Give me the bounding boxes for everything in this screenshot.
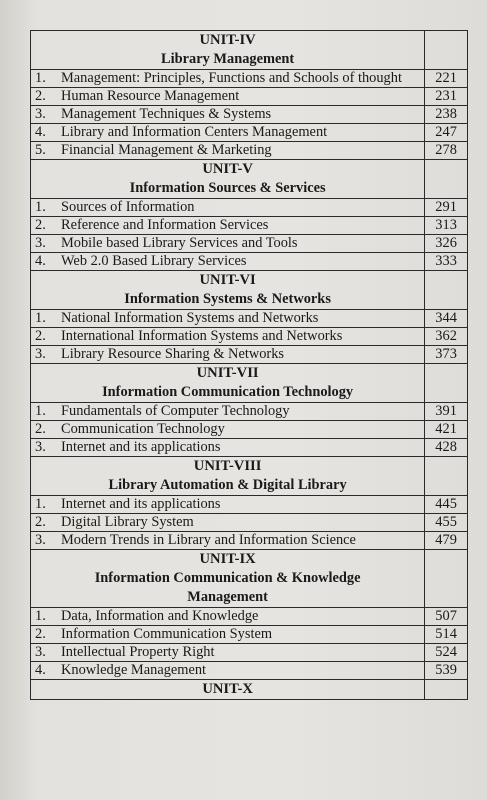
unit-title: Library Management (161, 51, 295, 67)
unit-number: UNIT-IX (199, 551, 256, 567)
page-number: 333 (435, 253, 457, 269)
entry-title: Modern Trends in Library and Information Science (61, 532, 356, 548)
entry-title: Mobile based Library Services and Tools (61, 235, 298, 251)
entry-title: Financial Management & Marketing (61, 142, 272, 158)
entry-line (31, 235, 424, 252)
toc-entry-row (31, 608, 468, 626)
page-cell-empty (425, 364, 468, 403)
entry-line (31, 439, 424, 456)
page-number-cell (425, 106, 468, 124)
page-number: 524 (435, 644, 457, 660)
page-number: 445 (435, 496, 457, 512)
toc-entry-row (31, 514, 468, 532)
entry-number: 1. (35, 496, 46, 512)
unit-title: Information Sources & Services (129, 180, 326, 196)
entry-title: Knowledge Management (61, 662, 207, 678)
unit-header-cell (31, 680, 425, 700)
page-number-cell (425, 421, 468, 439)
entry-cell (31, 142, 425, 160)
entry-cell (31, 496, 425, 514)
toc-entry-row (31, 328, 468, 346)
entry-title: Digital Library System (61, 514, 194, 530)
toc-entry-row (31, 124, 468, 142)
entry-line (31, 626, 424, 643)
page-number: 391 (435, 403, 457, 419)
entry-cell (31, 421, 425, 439)
page-number-cell (425, 310, 468, 328)
page-cell-empty (425, 160, 468, 199)
page-number-cell (425, 253, 468, 271)
toc-entry-row (31, 70, 468, 88)
entry-line (31, 124, 424, 141)
unit-number: UNIT-VII (196, 365, 259, 381)
unit-number: UNIT-VI (199, 272, 256, 288)
entry-cell (31, 106, 425, 124)
entry-title: Management Techniques & Systems (61, 106, 272, 122)
page-cell-empty (425, 31, 468, 70)
toc-entry-row (31, 532, 468, 550)
entry-title: Fundamentals of Computer Technology (61, 403, 290, 419)
toc-entry-row (31, 626, 468, 644)
entry-cell (31, 439, 425, 457)
entry-title: International Information Systems and Networks (61, 328, 343, 344)
entry-title: Human Resource Management (61, 88, 240, 104)
page-number: 362 (435, 328, 457, 344)
entry-number: 2. (35, 514, 46, 530)
page-number: 344 (435, 310, 457, 326)
entry-line (31, 514, 424, 531)
entry-number: 1. (35, 608, 46, 624)
page-number: 326 (435, 235, 457, 251)
unit-title: Information Communication Technology (102, 384, 354, 400)
entry-number: 2. (35, 421, 46, 437)
entry-title: Data, Information and Knowledge (61, 608, 259, 624)
toc-entry-row (31, 346, 468, 364)
unit-header-row (31, 457, 468, 496)
page-number: 291 (435, 199, 457, 215)
page-number: 539 (435, 662, 457, 678)
toc-entry-row (31, 235, 468, 253)
unit-header-cell (31, 271, 425, 310)
entry-line (31, 403, 424, 420)
entry-line (31, 88, 424, 105)
page-number: 507 (435, 608, 457, 624)
page-number: 428 (435, 439, 457, 455)
entry-cell (31, 346, 425, 364)
entry-cell (31, 70, 425, 88)
page-number: 231 (435, 88, 457, 104)
entry-cell (31, 88, 425, 106)
entry-title: Library and Information Centers Management (61, 124, 328, 140)
entry-cell (31, 532, 425, 550)
entry-line (31, 217, 424, 234)
page-number-cell (425, 403, 468, 421)
page-cell-empty (425, 271, 468, 310)
page-number-cell (425, 496, 468, 514)
page-number-cell (425, 235, 468, 253)
entry-line (31, 199, 424, 216)
entry-line (31, 142, 424, 159)
unit-title: Information Communication & Knowledge (94, 570, 361, 586)
page-number-cell (425, 328, 468, 346)
entry-line (31, 328, 424, 345)
unit-header-row (31, 271, 468, 310)
entry-number: 4. (35, 662, 46, 678)
entry-number: 3. (35, 439, 46, 455)
toc-entry-row (31, 496, 468, 514)
unit-header-row (31, 550, 468, 608)
entry-line (31, 310, 424, 327)
entry-line (31, 346, 424, 363)
entry-cell (31, 124, 425, 142)
toc-entry-row (31, 88, 468, 106)
unit-title: Library Automation & Digital Library (108, 477, 347, 493)
entry-line (31, 532, 424, 549)
page-number: 247 (435, 124, 457, 140)
page-number-cell (425, 608, 468, 626)
entry-cell (31, 310, 425, 328)
unit-header-cell (31, 550, 425, 608)
page-number-cell (425, 142, 468, 160)
entry-number: 3. (35, 532, 46, 548)
entry-title: Management: Principles, Functions and Schools of thought (61, 70, 402, 86)
page-number-cell (425, 532, 468, 550)
entry-title: Internet and its applications (61, 496, 221, 512)
entry-title: Internet and its applications (61, 439, 221, 455)
entry-cell (31, 626, 425, 644)
page-number: 514 (435, 626, 457, 642)
entry-title: Library Resource Sharing & Networks (61, 346, 284, 362)
entry-line (31, 106, 424, 123)
toc-entry-row (31, 199, 468, 217)
entry-cell (31, 608, 425, 626)
entry-number: 1. (35, 70, 46, 86)
unit-header-row (31, 31, 468, 70)
entry-line (31, 662, 424, 679)
unit-number: UNIT-VIII (193, 458, 262, 474)
page-number-cell (425, 124, 468, 142)
page-number-cell (425, 626, 468, 644)
entry-cell (31, 328, 425, 346)
unit-title: Management (187, 589, 268, 605)
entry-cell (31, 235, 425, 253)
unit-header-cell (31, 364, 425, 403)
page-number: 221 (435, 70, 457, 86)
entry-cell (31, 199, 425, 217)
unit-title: Information Systems & Networks (124, 291, 331, 307)
entry-number: 4. (35, 253, 46, 269)
page-cell-empty (425, 550, 468, 608)
unit-header-row (31, 680, 468, 700)
toc-entry-row (31, 403, 468, 421)
page-number: 421 (435, 421, 457, 437)
toc-entry-row (31, 439, 468, 457)
unit-number: UNIT-V (202, 161, 253, 177)
entry-title: Information Communication System (61, 626, 273, 642)
page-number-cell (425, 346, 468, 364)
entry-number: 2. (35, 626, 46, 642)
entry-cell (31, 217, 425, 235)
entry-number: 3. (35, 106, 46, 122)
unit-header-cell (31, 457, 425, 496)
page-number: 313 (435, 217, 457, 233)
entry-number: 4. (35, 124, 46, 140)
entry-number: 3. (35, 346, 46, 362)
page-number-cell (425, 662, 468, 680)
entry-number: 2. (35, 217, 46, 233)
entry-title: Intellectual Property Right (61, 644, 215, 660)
entry-cell (31, 253, 425, 271)
unit-header-cell (31, 160, 425, 199)
page-cell-empty (425, 680, 468, 700)
unit-header-cell (31, 31, 425, 70)
page-number-cell (425, 88, 468, 106)
page-number-cell (425, 199, 468, 217)
entry-title: Communication Technology (61, 421, 225, 437)
page-number: 278 (435, 142, 457, 158)
toc-entry-row (31, 421, 468, 439)
page-number: 455 (435, 514, 457, 530)
entry-number: 1. (35, 310, 46, 326)
entry-number: 2. (35, 88, 46, 104)
entry-number: 1. (35, 199, 46, 215)
toc-entry-row (31, 142, 468, 160)
page-number-cell (425, 514, 468, 532)
entry-line (31, 496, 424, 513)
entry-title: Web 2.0 Based Library Services (61, 253, 247, 269)
entry-title: Reference and Information Services (61, 217, 269, 233)
page-number-cell (425, 70, 468, 88)
toc-entry-row (31, 217, 468, 235)
entry-title: Sources of Information (61, 199, 195, 215)
toc-entry-row (31, 310, 468, 328)
page-number: 238 (435, 106, 457, 122)
entry-cell (31, 514, 425, 532)
entry-number: 2. (35, 328, 46, 344)
unit-header-row (31, 160, 468, 199)
unit-number: UNIT-IV (199, 32, 256, 48)
unit-header-row (31, 364, 468, 403)
page-number: 479 (435, 532, 457, 548)
entry-line (31, 70, 424, 87)
toc-entry-row (31, 662, 468, 680)
entry-cell (31, 403, 425, 421)
entry-line (31, 608, 424, 625)
entry-line (31, 421, 424, 438)
page-number-cell (425, 439, 468, 457)
entry-number: 3. (35, 235, 46, 251)
page-number-cell (425, 217, 468, 235)
page-number-cell (425, 644, 468, 662)
entry-cell (31, 644, 425, 662)
entry-number: 5. (35, 142, 46, 158)
page-cell-empty (425, 457, 468, 496)
toc-entry-row (31, 644, 468, 662)
contents-table (30, 30, 468, 700)
toc-entry-row (31, 253, 468, 271)
entry-number: 3. (35, 644, 46, 660)
entry-cell (31, 662, 425, 680)
toc-entry-row (31, 106, 468, 124)
page-number: 373 (435, 346, 457, 362)
entry-number: 1. (35, 403, 46, 419)
entry-title: National Information Systems and Networks (61, 310, 319, 326)
entry-line (31, 253, 424, 270)
unit-number: UNIT-X (202, 681, 253, 697)
entry-line (31, 644, 424, 661)
